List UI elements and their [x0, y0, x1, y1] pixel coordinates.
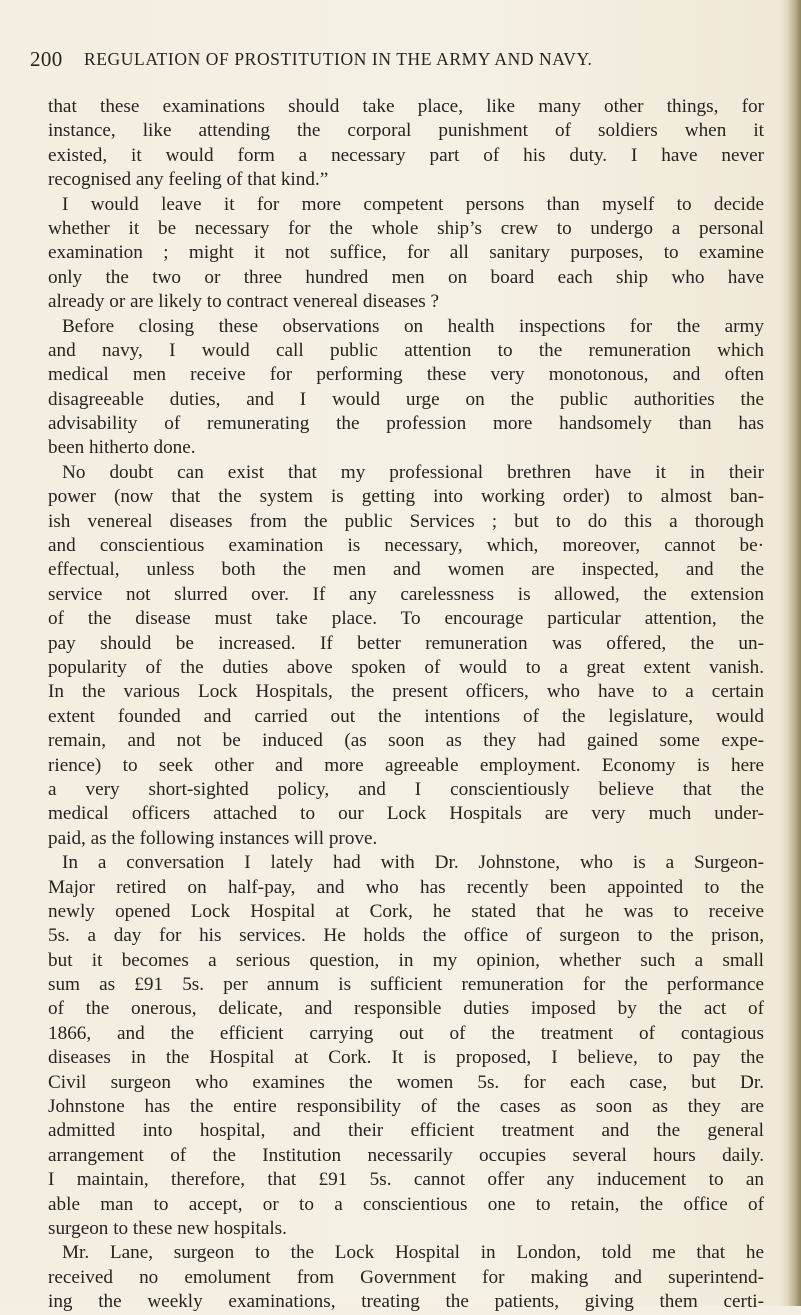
text-line: paid, as the following instances will prove. [48, 827, 378, 849]
text-line: Johnstone has the entire responsibility of the cases as soon as they are [48, 1096, 764, 1118]
text-line: arrangement of the Institution necessarily occupies several hours daily. [48, 1144, 764, 1166]
text-line: recognised any feeling of that kind.” [48, 169, 329, 191]
text-line: medical men receive for performing these very monotonous, and often [48, 364, 764, 386]
text-line: Civil surgeon who examines the women 5s. for each case, but Dr. [48, 1071, 764, 1093]
text-line: diseases in the Hospital at Cork. It is proposed, I believe, to pay the [48, 1047, 764, 1069]
text-line: In the various Lock Hospitals, the present officers, who have to a certain [48, 681, 764, 703]
text-line: received no emolument from Government for making and superintend- [48, 1266, 764, 1288]
text-line: pay should be increased. If better remuneration was offered, the un- [48, 632, 764, 654]
text-line: ish venereal diseases from the public Services ; but to do this a thorough [48, 510, 764, 532]
text-line: able man to accept, or to a conscientious one to retain, the office of [48, 1193, 764, 1215]
text-line: remain, and not be induced (as soon as they had gained some expe- [48, 730, 764, 752]
text-line: 1866, and the efficient carrying out of the treatment of contagious [48, 1022, 764, 1044]
text-line: that these examinations should take place, like many other things, for [48, 96, 764, 117]
text-line: Before closing these observations on health inspections for the army [62, 315, 764, 337]
body-text [48, 95, 764, 1315]
text-line: and conscientious examination is necessary, which, moreover, cannot be· [48, 535, 764, 557]
text-line: been hitherto done. [48, 437, 196, 459]
text-line: 5s. a day for his services. He holds the office of surgeon to the prison, [48, 925, 764, 947]
text-line: effectual, unless both the men and women are inspected, and the [48, 559, 764, 581]
text-line: extent founded and carried out the intentions of the legislature, would [48, 705, 764, 727]
text-line: of the disease must take place. To encourage particular attention, the [48, 608, 764, 630]
text-line: I would leave it for more competent persons than myself to decide [62, 193, 764, 215]
text-line: instance, like attending the corporal punishment of soldiers when it [48, 120, 764, 142]
text-line: power (now that the system is getting into working order) to almost ban- [48, 486, 764, 508]
text-line: but it becomes a serious question, in my opinion, whether such a small [48, 949, 764, 971]
text-line: In a conversation I lately had with Dr. Johnstone, who is a Surgeon- [62, 852, 764, 874]
text-line: disagreeable duties, and I would urge on the public authorities the [48, 388, 764, 410]
text-line: of the onerous, delicate, and responsible duties imposed by the act of [48, 998, 764, 1020]
running-title: REGULATION OF PROSTITUTION IN THE ARMY AND NAVY. [84, 49, 593, 69]
text-line: No doubt can exist that my professional brethren have it in their [62, 461, 764, 483]
page-header [30, 47, 750, 77]
text-line: Mr. Lane, surgeon to the Lock Hospital in London, told me that he [62, 1242, 764, 1264]
text-line: advisability of remunerating the profession more handsomely than has [48, 413, 764, 435]
page-number: 200 [30, 47, 63, 71]
text-line: examination ; might it not suffice, for all sanitary purposes, to examine [48, 242, 764, 264]
text-line: already or are likely to contract venereal diseases ? [48, 291, 440, 313]
text-line: only the two or three hundred men on board each ship who have [48, 266, 764, 288]
text-line: admitted into hospital, and their efficient treatment and the general [48, 1120, 764, 1142]
text-line: newly opened Lock Hospital at Cork, he stated that he was to receive [48, 900, 764, 922]
text-line: and navy, I would call public attention to the remuneration which [48, 339, 764, 361]
text-line: service not slurred over. If any carelessness is allowed, the extension [48, 583, 764, 605]
text-line: sum as £91 5s. per annum is sufficient remuneration for the performance [48, 974, 764, 996]
text-line: surgeon to these new hospitals. [48, 1217, 287, 1239]
text-line: whether it be necessary for the whole ship’s crew to undergo a personal [48, 217, 764, 239]
text-line: medical officers attached to our Lock Hospitals are very much under- [48, 803, 764, 825]
text-line: ing the weekly examinations, treating the patients, giving them certi- [48, 1291, 764, 1313]
page-edge-shadow [779, 0, 801, 1306]
text-line: existed, it would form a necessary part of his duty. I have never [48, 144, 764, 166]
text-line: a very short-sighted policy, and I conscientiously believe that the [48, 778, 764, 800]
text-line: Major retired on half-pay, and who has recently been appointed to the [48, 876, 764, 898]
text-line: popularity of the duties above spoken of would to a great extent vanish. [48, 656, 764, 678]
text-line: rience) to seek other and more agreeable employment. Economy is here [48, 754, 764, 776]
text-line: I maintain, therefore, that £91 5s. cannot offer any inducement to an [48, 1169, 764, 1191]
